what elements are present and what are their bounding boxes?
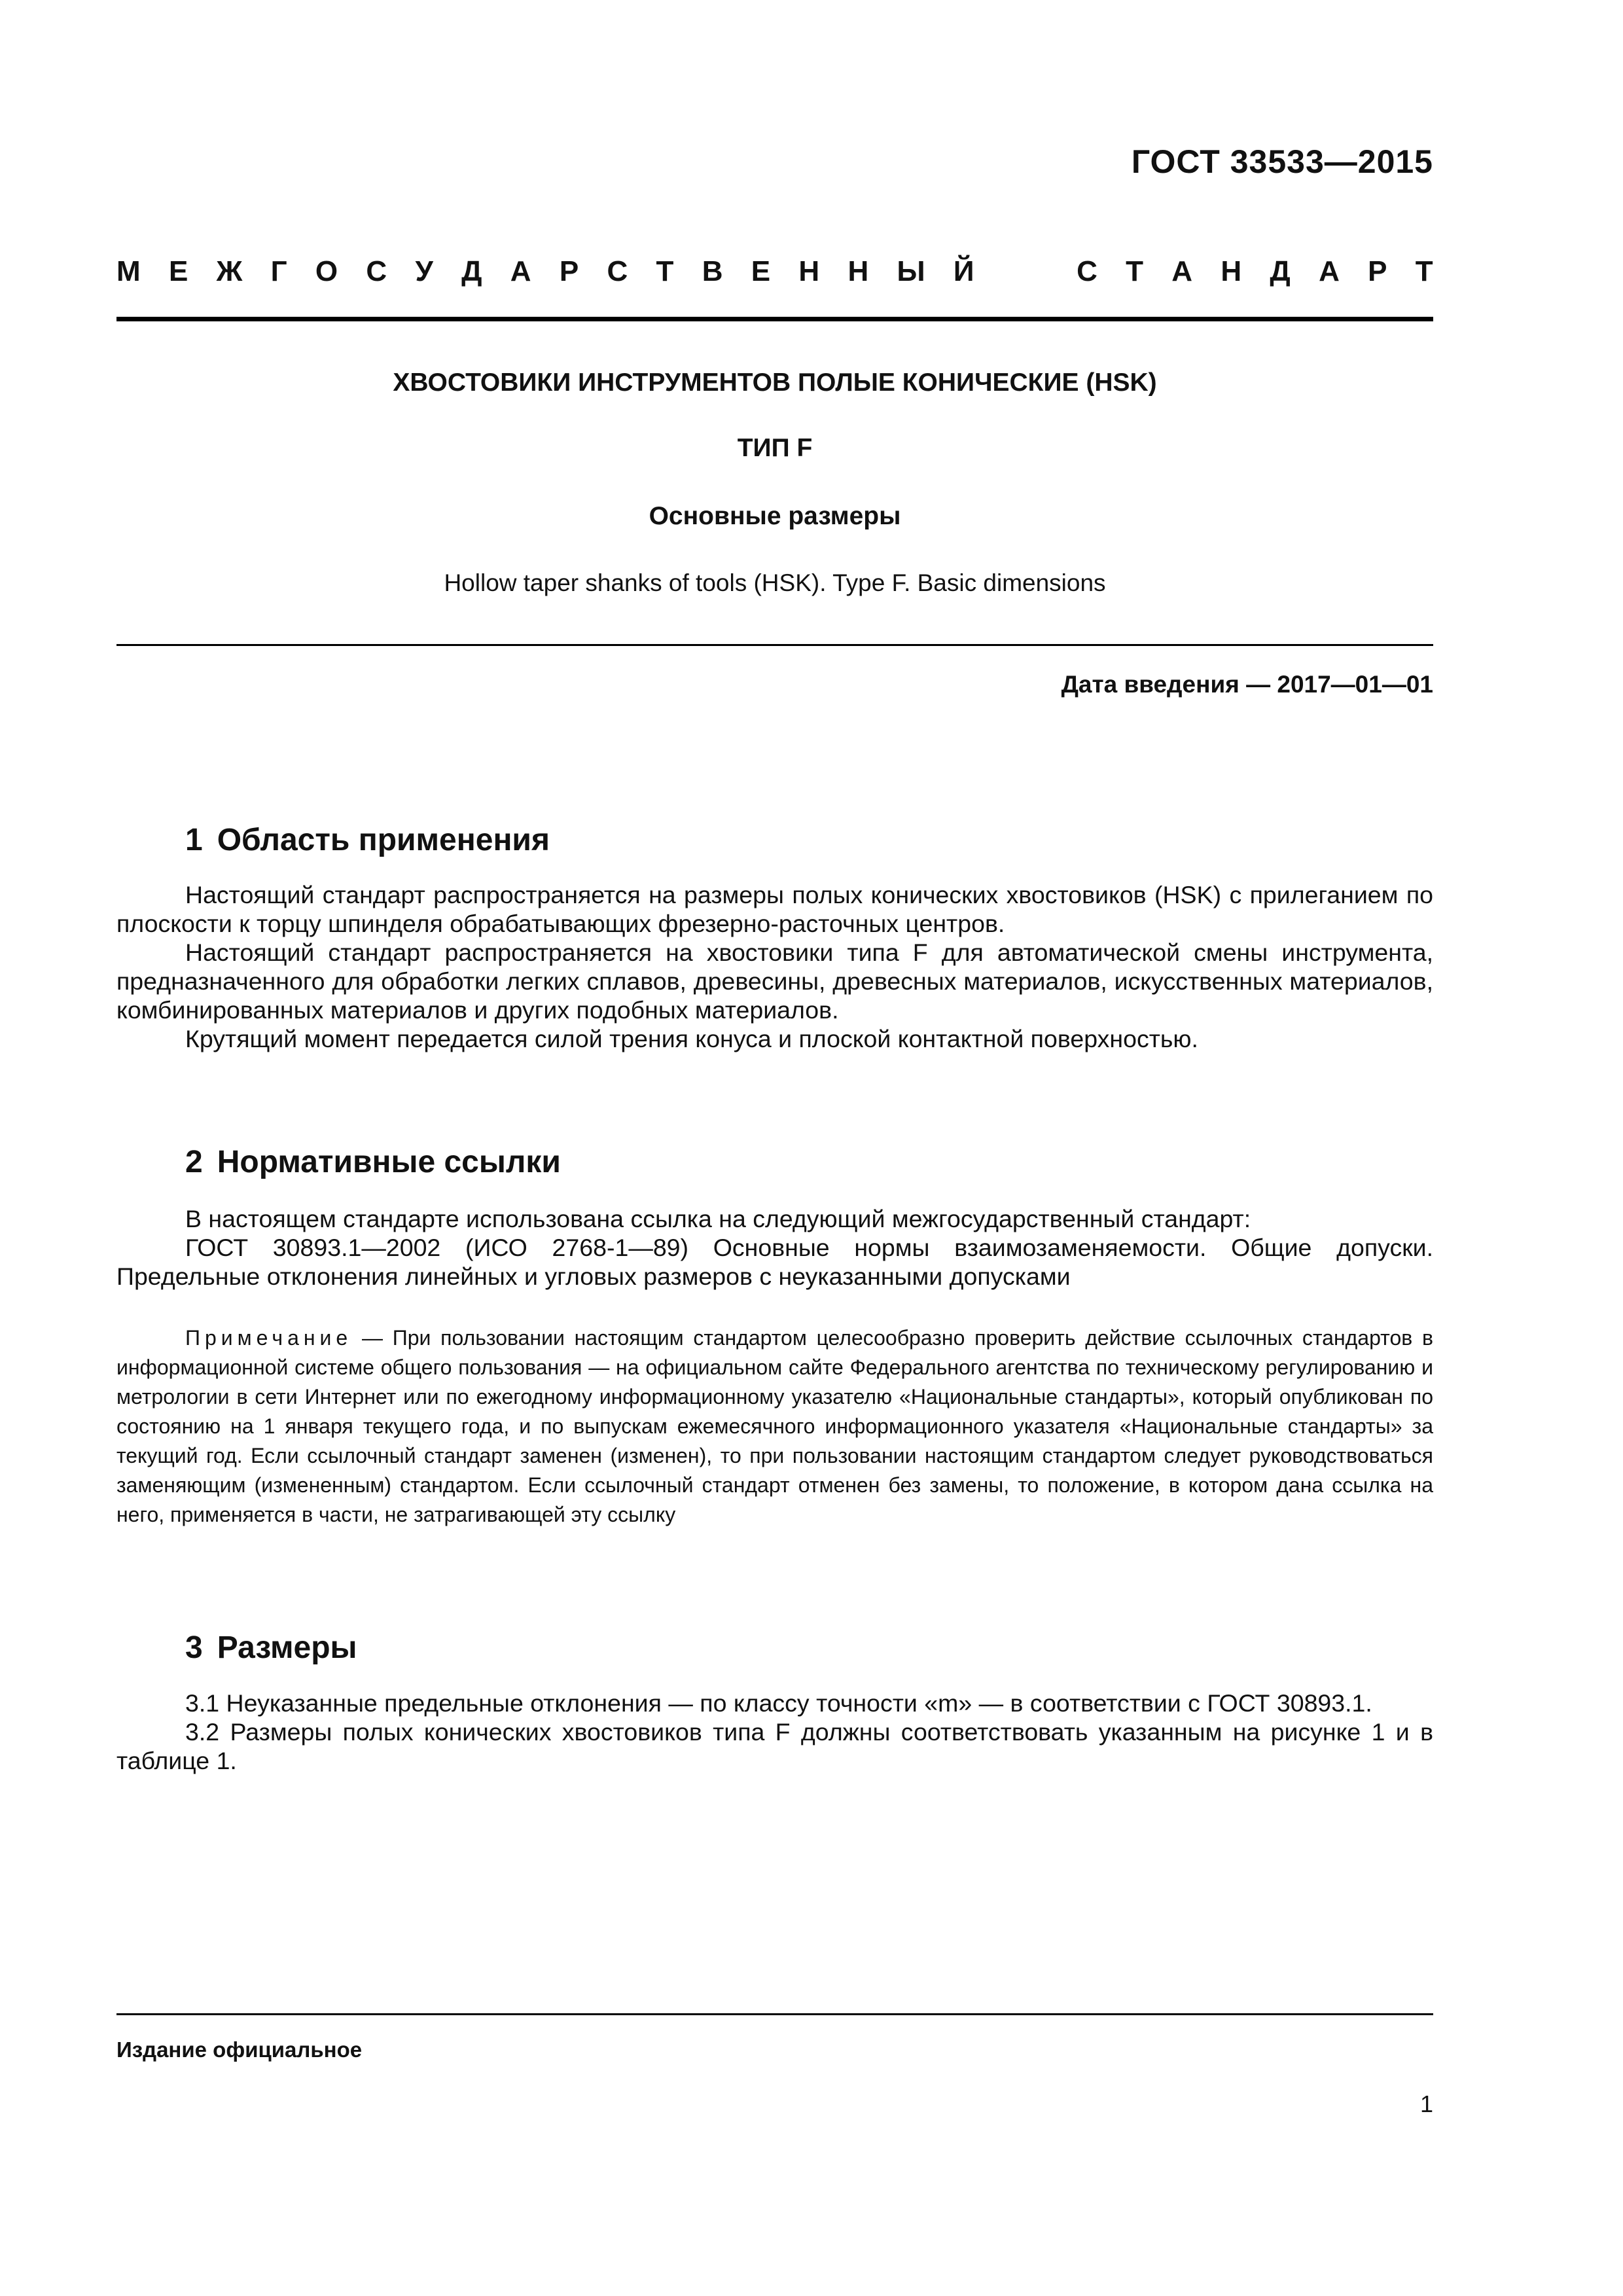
category-letter: Н bbox=[798, 255, 820, 287]
category-letter: Е bbox=[168, 255, 188, 287]
header-divider bbox=[116, 317, 1433, 321]
category-letter: Е bbox=[751, 255, 771, 287]
category-letter: Ы bbox=[897, 255, 925, 287]
category-letter: В bbox=[702, 255, 723, 287]
section-title: Размеры bbox=[217, 1630, 357, 1665]
category-letter: Д bbox=[1270, 255, 1291, 287]
paragraph: Настоящий стандарт распространяется на размеры полых конических хвостовиков (HSK) с прилеганием по плоскости к торцу шпинделя обрабатывающих фрезерно-расточных центров. bbox=[116, 881, 1433, 937]
section-title: Нормативные ссылки bbox=[217, 1145, 561, 1179]
section-number: 3 bbox=[185, 1630, 203, 1665]
edition-label: Издание официальное bbox=[116, 2037, 363, 2062]
note-block bbox=[116, 1323, 1433, 1530]
paragraph: ГОСТ 30893.1—2002 (ИСО 2768-1—89) Основные нормы взаимозаменяемости. Общие допуски. Предельные отклонения линейных и угловых размеров с неуказанными допусками bbox=[116, 1234, 1433, 1290]
category-letter: Ж bbox=[216, 255, 243, 287]
title-divider bbox=[116, 644, 1433, 646]
section-title: Область применения bbox=[217, 823, 550, 857]
category-word-gap bbox=[1003, 255, 1048, 288]
category-letter: Р bbox=[559, 255, 579, 287]
document-type: ТИП F bbox=[737, 434, 813, 462]
document-number: ГОСТ 33533—2015 bbox=[1131, 143, 1433, 180]
footer-divider bbox=[116, 2013, 1433, 2015]
paragraph: Настоящий стандарт распространяется на хвостовики типа F для автоматической смены инструмента, предназначенного для обработки легких сплавов, древесины, древесных материалов, искусственных материалов, комбинированных материалов и других подобных материалов. bbox=[116, 939, 1433, 1024]
category-letter: М bbox=[116, 255, 141, 287]
section-2-heading bbox=[185, 1144, 561, 1180]
paragraph: Крутящий момент передается силой трения конуса и плоской контактной поверхностью. bbox=[185, 1025, 1198, 1052]
category-letter: А bbox=[1319, 255, 1340, 287]
section-3-body bbox=[116, 1689, 1433, 1775]
paragraph: В настоящем стандарте использована ссылка на следующий межгосударственный стандарт: bbox=[185, 1205, 1251, 1232]
category-letter: С bbox=[366, 255, 387, 287]
category-letter: Г bbox=[270, 255, 287, 287]
category-letter: Д bbox=[461, 255, 482, 287]
section-1-body bbox=[116, 880, 1433, 1053]
document-title: ХВОСТОВИКИ ИНСТРУМЕНТОВ ПОЛЫЕ КОНИЧЕСКИЕ (HSK) bbox=[393, 368, 1157, 397]
section-number: 1 bbox=[185, 823, 203, 857]
category-letter: О bbox=[315, 255, 338, 287]
english-title: Hollow taper shanks of tools (HSK). Type F. Basic dimensions bbox=[444, 569, 1106, 596]
note-text: — При пользовании настоящим стандартом целесообразно проверить действие ссылочных стандартов в информационной системе общего пользования — на официальном сайте Федерального агентства по техническому регулированию и метрологии в сети Интернет или по ежегодному информационному указателю «Национальные стандарты», который опубликован по состоянию на 1 января текущего года, и по выпускам ежемесячного информационного указателя «Национальные стандарты» за текущий год. Если ссылочный стандарт заменен (изменен), то при пользовании настоящим стандартом следует руководствоваться заменяющим (измененным) стандартом. Если ссылочный стандарт отменен без замены, то положение, в котором дана ссылка на него, применяется в части, не затрагивающей эту ссылку bbox=[116, 1326, 1434, 1526]
category-letter: Т bbox=[1415, 255, 1433, 287]
category-letter: Т bbox=[656, 255, 674, 287]
category-letter: С bbox=[1077, 255, 1097, 287]
category-letter: С bbox=[607, 255, 628, 287]
section-1-heading bbox=[185, 822, 550, 858]
standard-category bbox=[116, 255, 1433, 288]
category-letter: А bbox=[1171, 255, 1193, 287]
section-2-body bbox=[116, 1204, 1433, 1291]
category-letter: Й bbox=[953, 255, 974, 287]
paragraph: 3.2 Размеры полых конических хвостовиков типа F должны соответствовать указанным на рисунке 1 и в таблице 1. bbox=[116, 1718, 1433, 1774]
section-3-heading bbox=[185, 1630, 357, 1666]
category-letter: Н bbox=[1221, 255, 1242, 287]
page-number: 1 bbox=[1419, 2090, 1433, 2117]
section-number: 2 bbox=[185, 1145, 203, 1179]
paragraph: 3.1 Неуказанные предельные отклонения — по классу точности «m» — в соответствии с ГОСТ 30893.1. bbox=[185, 1689, 1372, 1717]
category-letter: У bbox=[415, 255, 433, 287]
category-letter: Н bbox=[847, 255, 869, 287]
introduction-date: Дата введения — 2017—01—01 bbox=[1061, 671, 1433, 698]
category-letter: А bbox=[510, 255, 531, 287]
document-subtitle: Основные размеры bbox=[649, 502, 901, 530]
note-label: Примечание bbox=[185, 1326, 353, 1350]
category-letter: Т bbox=[1126, 255, 1144, 287]
category-letter: Р bbox=[1368, 255, 1387, 287]
